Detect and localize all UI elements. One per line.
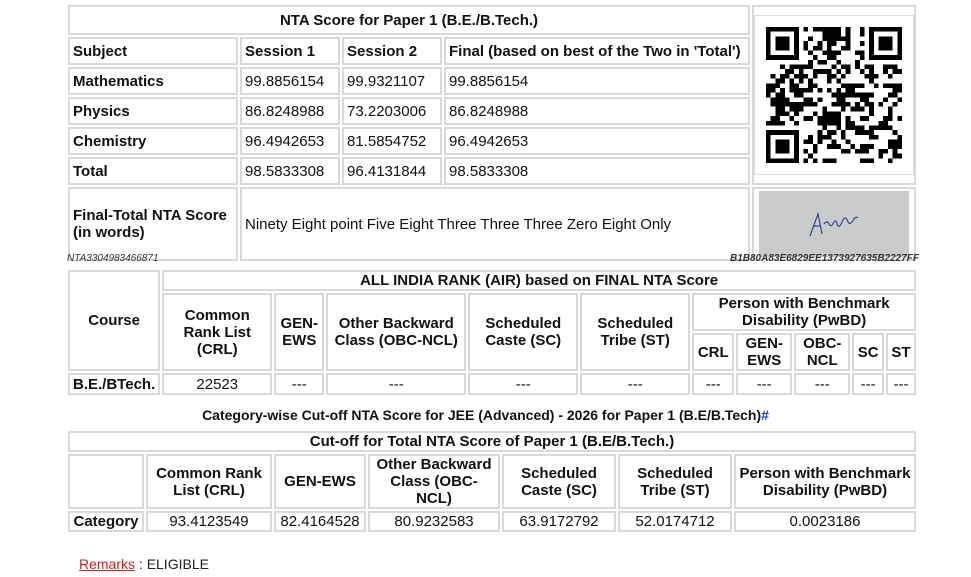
session-2-score: 81.5854752 xyxy=(342,127,442,155)
score-table-title: NTA Score for Paper 1 (B.E./B.Tech.) xyxy=(68,5,750,35)
header-pwbd: Person with Benchmark Disability (PwBD) xyxy=(692,293,916,331)
header-gen-ews: GEN-EWS xyxy=(274,293,324,371)
air-table xyxy=(66,268,918,397)
remarks xyxy=(79,556,209,572)
rank-sc: --- xyxy=(468,373,578,395)
verification-code: B1B80A83E6829EE1373927635B2227FF xyxy=(729,253,919,264)
session-2-score: 99.9321107 xyxy=(342,67,442,95)
rank-pwbd-st: --- xyxy=(886,373,916,395)
cutoff-header-crl: Common Rank List (CRL) xyxy=(146,454,272,509)
cutoff-table xyxy=(66,429,918,534)
rank-gen-ews: --- xyxy=(274,373,324,395)
session-1-score: 99.8856154 xyxy=(240,67,340,95)
remarks-value: ELIGIBLE xyxy=(146,556,209,572)
svg-text:Aryan: Aryan xyxy=(804,204,807,205)
session-2-score: 96.4131844 xyxy=(342,157,442,185)
cutoff-note xyxy=(0,407,971,423)
remarks-separator: : xyxy=(135,556,147,572)
cutoff-header-sc: Scheduled Caste (SC) xyxy=(502,454,616,509)
qr-code-icon xyxy=(754,15,914,175)
cutoff-row-label: Category xyxy=(68,511,144,532)
session-1-score: 86.8248988 xyxy=(240,97,340,125)
header-crl: Common Rank List (CRL) xyxy=(162,293,272,371)
cutoff-gen-ews: 82.4164528 xyxy=(274,511,366,532)
air-row xyxy=(68,373,916,395)
cutoff-blank-header xyxy=(68,454,144,509)
cutoff-row xyxy=(68,511,916,532)
header-pwbd-st: ST xyxy=(886,333,916,371)
course-name: B.E./BTech. xyxy=(68,373,160,395)
signature-icon xyxy=(804,204,864,244)
session-1-score: 96.4942653 xyxy=(240,127,340,155)
session-1-score: 98.5833308 xyxy=(240,157,340,185)
qr-cell xyxy=(752,5,916,185)
cutoff-header-st: Scheduled Tribe (ST) xyxy=(618,454,732,509)
header-pwbd-gen-ews: GEN-EWS xyxy=(736,333,792,371)
final-score: 86.8248988 xyxy=(444,97,750,125)
rank-crl: 22523 xyxy=(162,373,272,395)
header-subject: Subject xyxy=(68,37,238,65)
cutoff-pwbd: 0.0023186 xyxy=(734,511,916,532)
cutoff-crl: 93.4123549 xyxy=(146,511,272,532)
header-sc: Scheduled Caste (SC) xyxy=(468,293,578,371)
cutoff-note-text: Category-wise Cut-off NTA Score for JEE (Advanced) - 2026 for Paper 1 (B.E/B.Tech) xyxy=(202,407,762,423)
rank-pwbd-crl: --- xyxy=(692,373,734,395)
words-value: Ninety Eight point Five Eight Three Three Three Zero Eight Only xyxy=(240,187,750,261)
air-title: ALL INDIA RANK (AIR) based on FINAL NTA Score xyxy=(162,270,916,291)
header-course: Course xyxy=(68,270,160,371)
cutoff-title: Cut-off for Total NTA Score of Paper 1 (B.E/B.Tech.) xyxy=(68,431,916,452)
cutoff-note-hash: # xyxy=(761,407,769,423)
rank-pwbd-sc: --- xyxy=(852,373,884,395)
signature-cell xyxy=(752,187,916,261)
header-session-2: Session 2 xyxy=(342,37,442,65)
cutoff-header-obc: Other Backward Class (OBC-NCL) xyxy=(368,454,500,509)
final-score: 98.5833308 xyxy=(444,157,750,185)
cutoff-header-pwbd: Person with Benchmark Disability (PwBD) xyxy=(734,454,916,509)
header-obc: Other Backward Class (OBC-NCL) xyxy=(326,293,466,371)
subject-name: Chemistry xyxy=(68,127,238,155)
session-2-score: 73.2203006 xyxy=(342,97,442,125)
subject-name: Mathematics xyxy=(68,67,238,95)
rank-pwbd-obc: --- xyxy=(794,373,850,395)
cutoff-sc: 63.9172792 xyxy=(502,511,616,532)
header-session-1: Session 1 xyxy=(240,37,340,65)
header-pwbd-crl: CRL xyxy=(692,333,734,371)
final-score: 99.8856154 xyxy=(444,67,750,95)
words-label: Final-Total NTA Score (in words) xyxy=(68,187,238,261)
cutoff-st: 52.0174712 xyxy=(618,511,732,532)
subject-name: Total xyxy=(68,157,238,185)
header-st: Scheduled Tribe (ST) xyxy=(580,293,690,371)
remarks-link[interactable]: Remarks xyxy=(79,556,136,572)
cutoff-header-gen-ews: GEN-EWS xyxy=(274,454,366,509)
application-number: NTA3304983466871 xyxy=(67,253,159,264)
signature-image xyxy=(759,191,909,257)
cutoff-obc: 80.9232583 xyxy=(368,511,500,532)
rank-obc: --- xyxy=(326,373,466,395)
header-pwbd-obc: OBC-NCL xyxy=(794,333,850,371)
subject-name: Physics xyxy=(68,97,238,125)
rank-pwbd-gen-ews: --- xyxy=(736,373,792,395)
header-final: Final (based on best of the Two in 'Total') xyxy=(444,37,750,65)
header-pwbd-sc: SC xyxy=(852,333,884,371)
nta-score-table xyxy=(66,3,918,263)
rank-st: --- xyxy=(580,373,690,395)
final-score: 96.4942653 xyxy=(444,127,750,155)
